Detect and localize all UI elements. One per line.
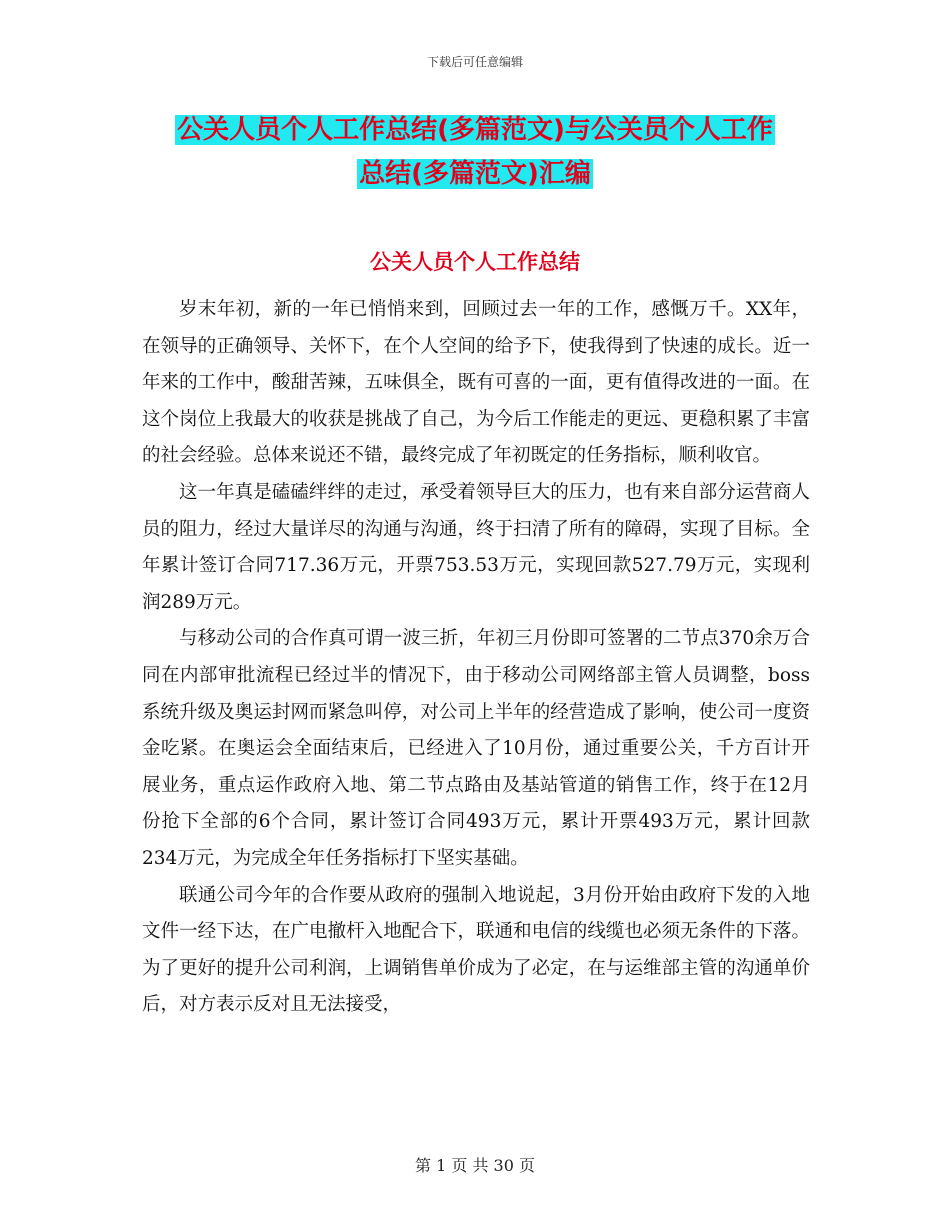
paragraph: 与移动公司的合作真可谓一波三折，年初三月份即可签署的二节点370余万合同在内部审批流程已经过半的情况下，由于移动公司网络部主管人员调整，boss系统升级及奥运封网而紧急叫停，对公司上半年的经营造成了影响，使公司一度资金吃紧。在奥运会全面结束后，已经进入了10月份，通过重要公关，千方百计开展业务，重点运作政府入地、第二节点路由及基站管道的销售工作，终于在12月份抢下全部的6个合同，累计签订合同493万元，累计开票493万元，累计回款234万元，为完成全年任务指标打下坚实基础。: [142, 628, 810, 869]
paragraph: 岁末年初，新的一年已悄悄来到，回顾过去一年的工作，感慨万千。XX年，在领导的正确领导、关怀下，在个人空间的给予下，使我得到了快速的成长。近一年来的工作中，酸甜苦辣，五味俱全，既有可喜的一面，更有值得改进的一面。在这个岗位上我最大的收获是挑战了自己，为今后工作能走的更远、更稳积累了丰富的社会经验。总体来说还不错，最终完成了年初既定的任务指标，顺利收官。: [142, 299, 810, 467]
title-line-1-text: 公关人员个人工作总结(多篇范文)与公关员个人工作: [177, 115, 773, 145]
paragraph: 联通公司今年的合作要从政府的强制入地说起，3月份开始由政府下发的入地文件一经下达，在广电撤杆入地配合下，联通和电信的线缆也必须无条件的下落。为了更好的提升公司利润，上调销售单价成为了必定，在与运维部主管的沟通单价后，对方表示反对且无法接受，: [142, 884, 810, 1016]
title-line-2: [0, 152, 950, 196]
section-title: 公关人员个人工作总结: [370, 250, 580, 274]
document-title: [0, 108, 950, 196]
body-text: [142, 292, 810, 1024]
header-note: 下载后可任意编辑: [426, 55, 523, 69]
paragraph: 这一年真是磕磕绊绊的走过，承受着领导巨大的压力，也有来自部分运营商人员的阻力，经过大量详尽的沟通与沟通，终于扫清了所有的障碍，实现了目标。全年累计签订合同717.36万元，开票753.53万元，实现回款527.79万元，实现利润289万元。: [142, 481, 810, 613]
title-line-1: [0, 108, 950, 152]
page-footer: 第 1 页 共 30 页: [415, 1156, 535, 1175]
title-line-2-text: 总结(多篇范文)汇编: [359, 159, 591, 189]
